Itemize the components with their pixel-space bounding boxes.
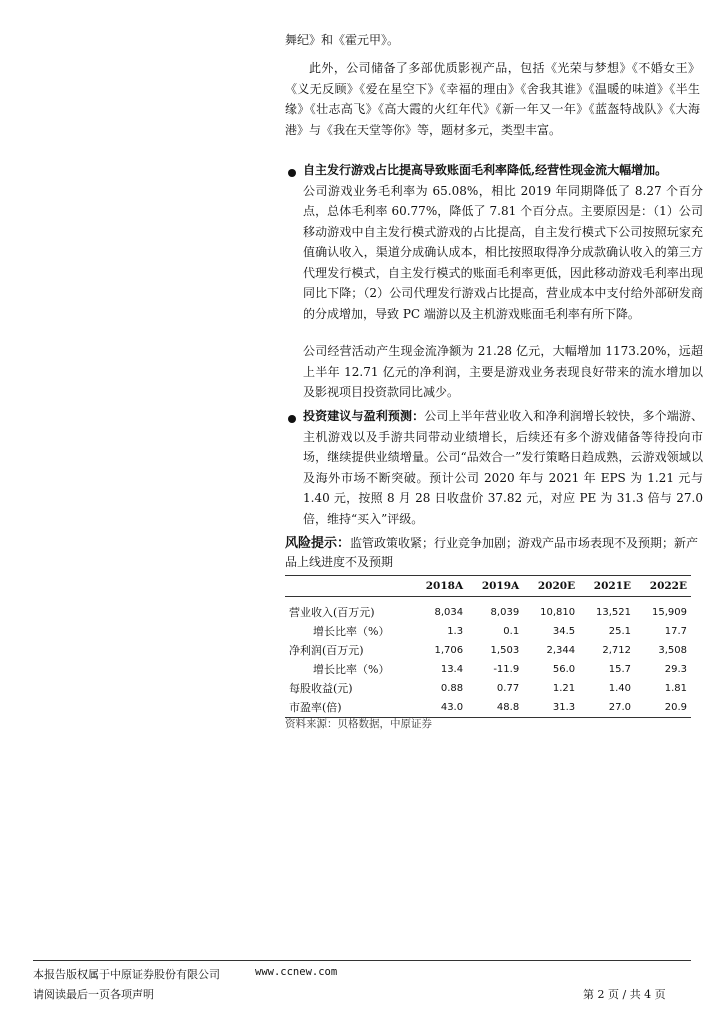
- table-row: [285, 641, 691, 660]
- table-header: 2018A: [411, 576, 467, 597]
- carryover-paragraph: [285, 30, 700, 51]
- table-cell: -11.9: [493, 663, 520, 675]
- table-cell: 13.4: [440, 663, 464, 675]
- risk-label: 风险提示：: [285, 536, 351, 551]
- paragraph-text: 公司经营活动产生现金流净额为 21.28 亿元，大幅增加 1173.20%，远超上半年 12.71 亿元的净利润，主要是游戏业务表现良好带来的流水增加以及影视项目投资款同比减少。: [303, 344, 703, 399]
- bullet-body: 公司上半年营业收入和净利润增长较快，多个端游、主机游戏以及手游共同带动业绩增长，后续还有多个游戏储备等待投向市场，继续提供业绩增量。公司“品效合一”发行策略日趋成熟，云游戏领域以及海外市场不断突破。预计公司 2020 年与 2021 年 EPS 为 1.21 元与 1.40 元，按照 8 月 28 日收盘价 37.82 元，对应 PE 为 31.3 倍与 27.0 倍，维持“买入”评级。: [303, 409, 703, 526]
- table-row: [285, 698, 691, 718]
- table-cell: 17.7: [664, 625, 687, 637]
- bullet-investment: [303, 406, 703, 529]
- table-cell: 20.9: [635, 698, 691, 718]
- table-cell: 1.21: [552, 682, 576, 694]
- table-header: 2021E: [579, 576, 635, 597]
- bullet-dot: [288, 169, 296, 177]
- film-reserve-paragraph: [285, 58, 700, 140]
- row-label: 营业收入(百万元): [289, 606, 375, 619]
- table-cell: 8,034: [434, 606, 464, 618]
- table-header-blank: [285, 576, 411, 597]
- table-cell: 56.0: [552, 663, 576, 675]
- page-number: 第 2 页 / 共 4 页: [583, 988, 666, 1001]
- table-cell: 0.1: [503, 625, 520, 637]
- table-cell: 3,508: [658, 644, 687, 656]
- table-cell: 15.7: [608, 663, 632, 675]
- row-label: 每股收益(元): [289, 682, 353, 695]
- risk-warning: [285, 534, 700, 572]
- table-row: [285, 622, 691, 641]
- table-row: [285, 679, 691, 698]
- bullet-heading: 自主发行游戏占比提高导致账面毛利率降低,经营性现金流大幅增加。: [303, 163, 668, 177]
- paragraph-text: 舞纪》和《霍元甲》。: [285, 33, 400, 47]
- table-header: 2022E: [635, 576, 691, 597]
- footer-disclaimer: 请阅读最后一页各项声明: [33, 988, 154, 1001]
- footer-divider: [33, 960, 691, 961]
- table-header: 2019A: [467, 576, 523, 597]
- table-cell: 1,706: [434, 644, 464, 656]
- table-cell: 27.0: [579, 698, 635, 718]
- financial-forecast-table: [285, 575, 691, 718]
- table-source: 资料来源：贝格数据，中原证券: [285, 718, 432, 730]
- table-header: 2020E: [523, 576, 579, 597]
- table-cell: 10,810: [540, 606, 576, 618]
- table-cell: 34.5: [552, 625, 576, 637]
- row-label: 市盈率(倍): [285, 698, 411, 718]
- table-cell: 1,503: [490, 644, 520, 656]
- table-cell: 48.8: [467, 698, 523, 718]
- footer-website-link[interactable]: www.ccnew.com: [255, 966, 338, 978]
- table-cell: 2,712: [602, 644, 632, 656]
- row-label: 增长比率（%）: [313, 663, 390, 676]
- bullet-body: 公司游戏业务毛利率为 65.08%，相比 2019 年同期降低了 8.27 个百分点，总体毛利率 60.77%，降低了 7.81 个百分点。主要原因是：（1）公司移动游戏中自主发行模式游戏的占比提高，自主发行模式下公司按照玩家充值确认收入，渠道分成确认成本，相比按照取得净分成款确认收入的第三方代理发行模式，自主发行模式的账面毛利率更低，因此移动游戏毛利率出现同比下降；（2）公司代理发行游戏占比提高，营业成本中支付给外部研发商的分成增加，导致 PC 端游以及主机游戏账面毛利率有所下降。: [303, 183, 703, 321]
- bullet-dot: [288, 415, 296, 423]
- table-cell: 1.40: [608, 682, 632, 694]
- table-cell: 29.3: [664, 663, 687, 675]
- table-cell: 0.77: [496, 682, 520, 694]
- table-cell: 1.81: [664, 682, 687, 694]
- table-cell: 1.3: [447, 625, 464, 637]
- table-cell: 31.3: [523, 698, 579, 718]
- table-row: [285, 603, 691, 622]
- bullet-gaming-margin: [303, 160, 703, 324]
- table-cell: 25.1: [608, 625, 632, 637]
- bullet-heading: 投资建议与盈利预测：: [303, 409, 425, 423]
- cashflow-paragraph: [303, 341, 703, 403]
- row-label: 增长比率（%）: [313, 625, 390, 638]
- footer-copyright: 本报告版权属于中原证券股份有限公司: [33, 968, 220, 981]
- table-cell: 8,039: [490, 606, 520, 618]
- row-label: 净利润(百万元): [289, 644, 364, 657]
- paragraph-text: 此外，公司储备了多部优质影视产品，包括《光荣与梦想》《不婚女王》《义无反顾》《爱在星空下》《幸福的理由》《舍我其谁》《温暖的味道》《半生缘》《壮志高飞》《高大霞的火红年代》《新一年又一年》《蓝盔特战队》《大海港》与《我在天堂等你》等，题材多元，类型丰富。: [285, 61, 700, 137]
- table-cell: 15,909: [652, 606, 687, 618]
- risk-text: 监管政策收紧；行业竞争加剧；游戏产品市场表现不及预期；新产品上线进度不及预期: [285, 536, 699, 569]
- table-header-row: [285, 576, 691, 597]
- table-cell: 43.0: [411, 698, 467, 718]
- table-cell: 13,521: [596, 606, 632, 618]
- table-cell: 2,344: [546, 644, 576, 656]
- table-cell: 0.88: [440, 682, 464, 694]
- table-row: [285, 660, 691, 679]
